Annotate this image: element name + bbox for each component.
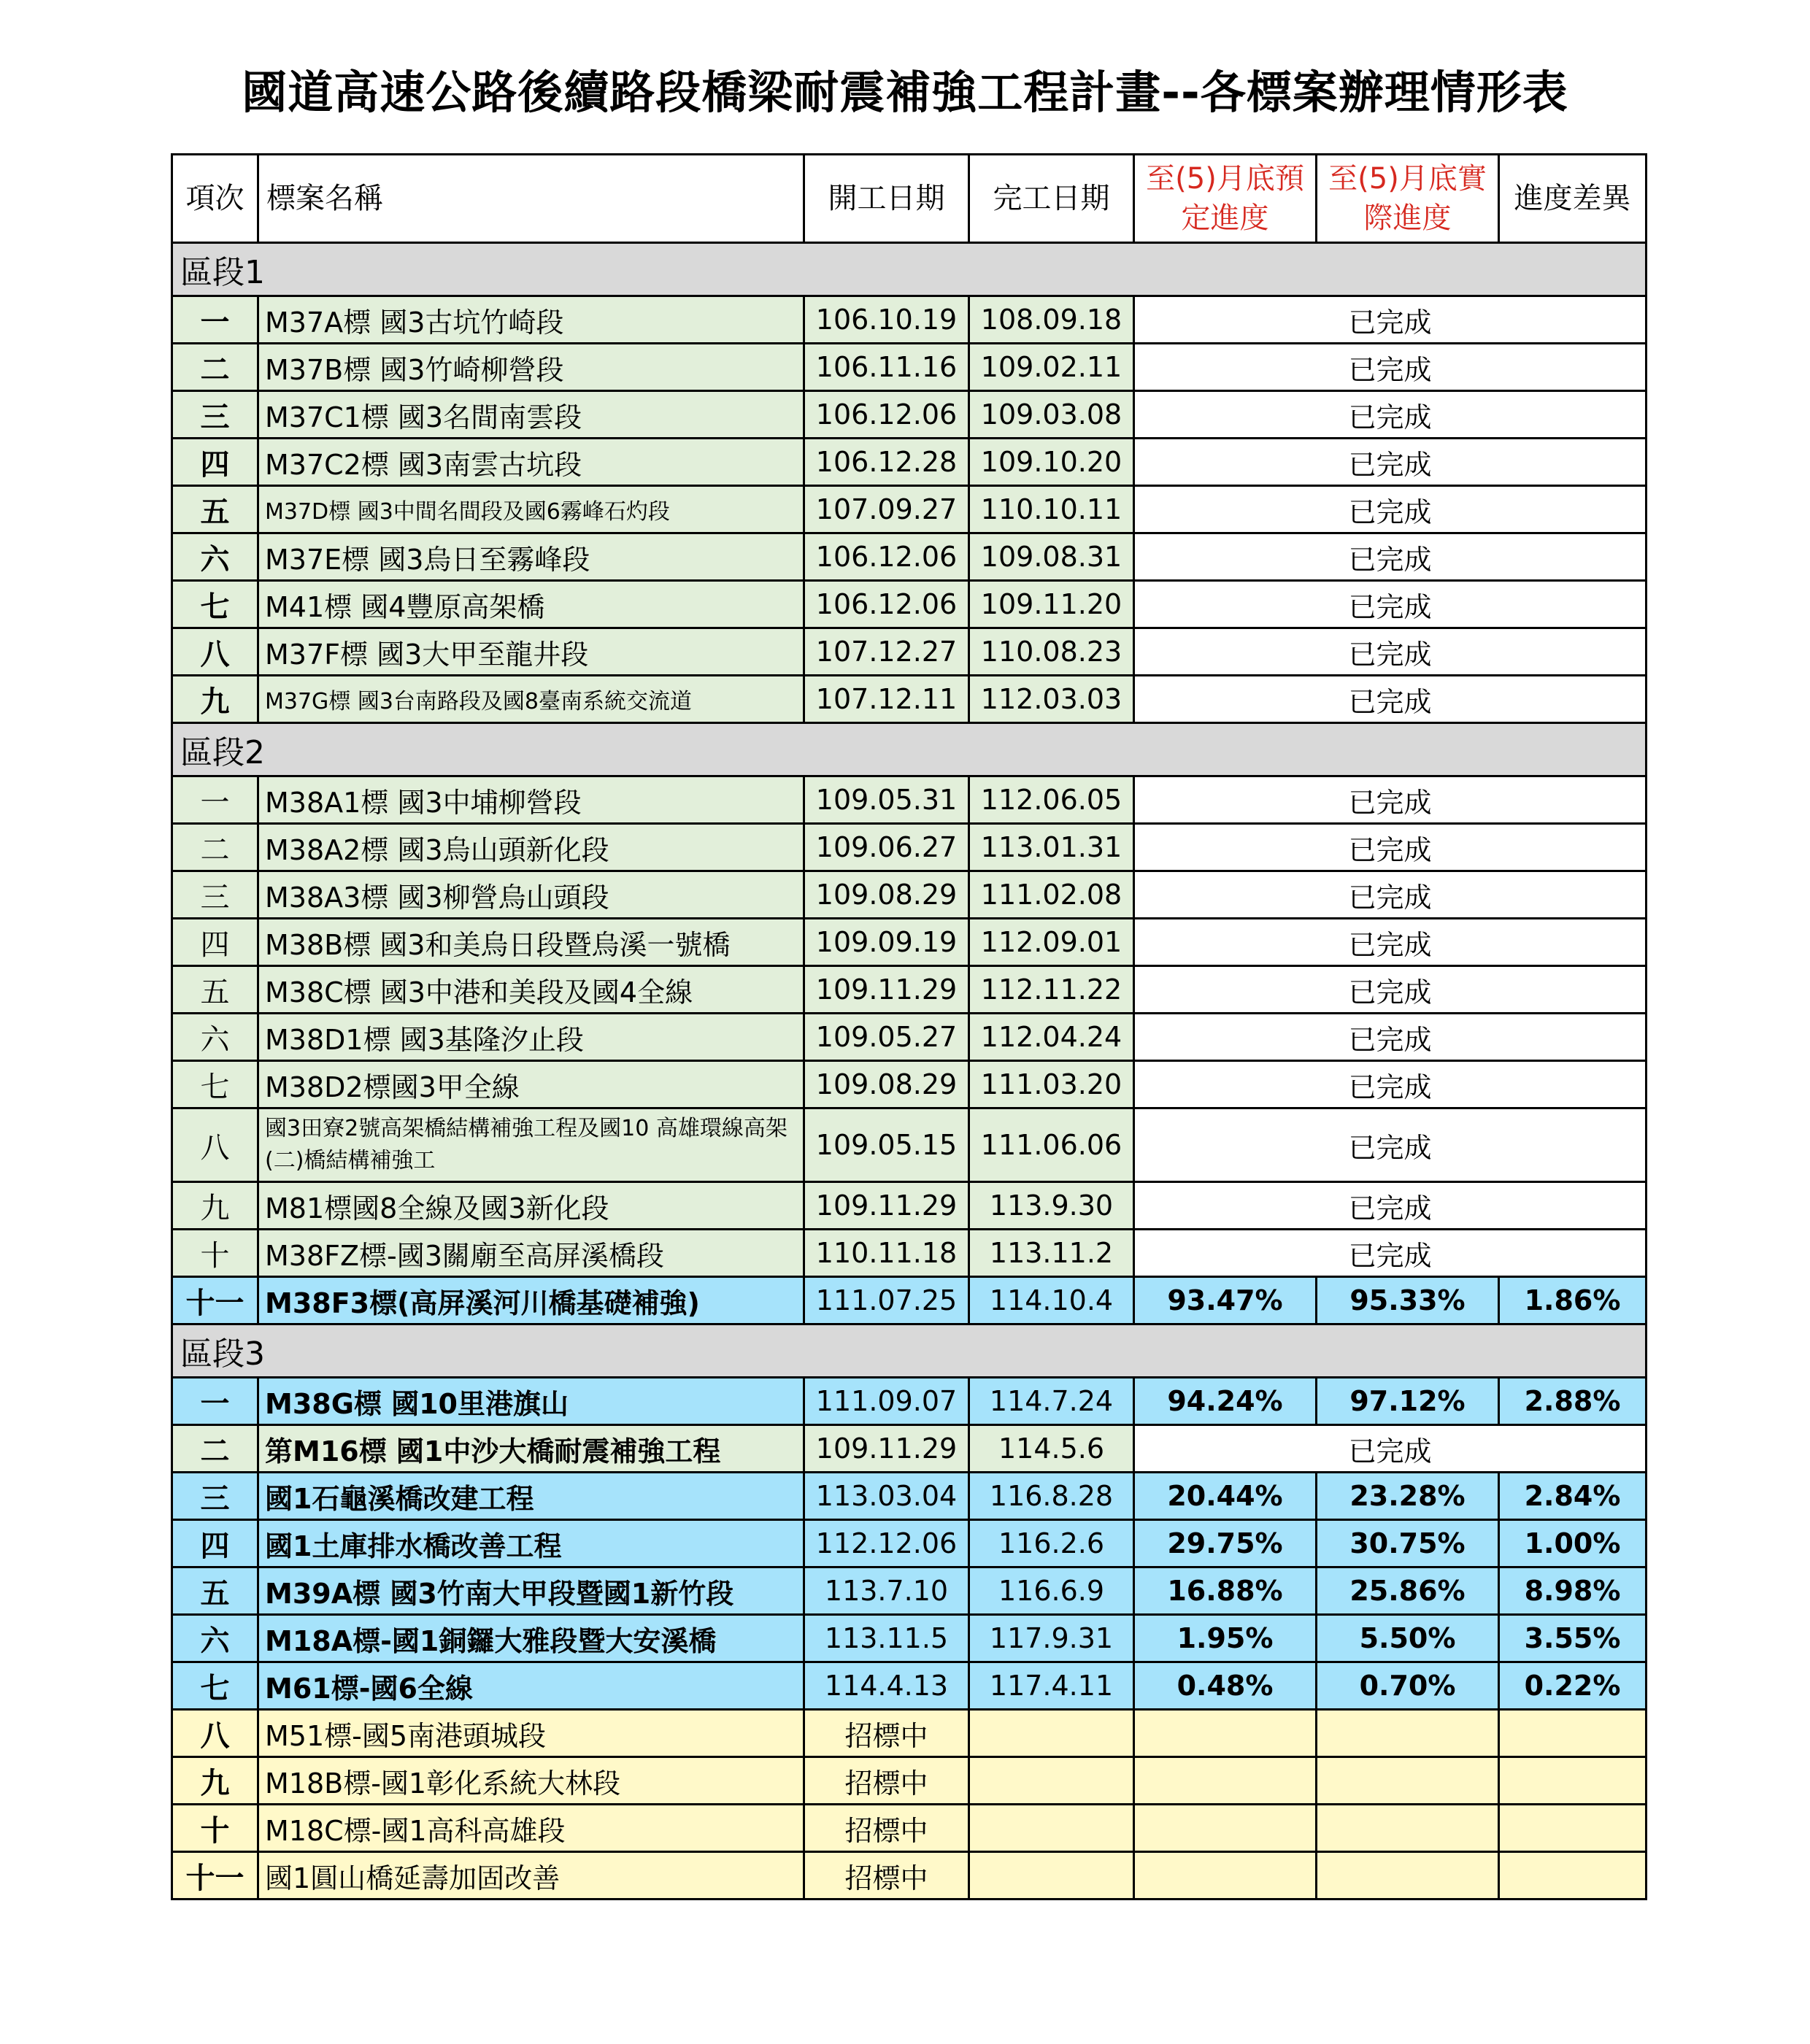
tender-name: 國3田寮2號高架橋結構補強工程及國10 高雄環線高架(二)橋結構補強工: [258, 1108, 804, 1182]
end-date: [969, 1710, 1134, 1757]
start-date: 109.05.31: [804, 776, 969, 824]
table-row: [172, 871, 1647, 919]
item-number: 八: [172, 628, 258, 676]
tender-status-table: [171, 153, 1647, 1900]
end-date: [969, 1757, 1134, 1805]
table-row: [172, 439, 1647, 486]
start-date: 107.12.27: [804, 628, 969, 676]
completed-status: 已完成: [1134, 296, 1647, 344]
col-header-end: 完工日期: [969, 155, 1134, 243]
table-row: [172, 1710, 1647, 1757]
completed-status: 已完成: [1134, 824, 1647, 871]
start-date: 113.03.04: [804, 1473, 969, 1520]
tender-name: 國1石龜溪橋改建工程: [258, 1473, 804, 1520]
tender-name: M38A1標 國3中埔柳營段: [258, 776, 804, 824]
tender-name: M18B標-國1彰化系統大林段: [258, 1757, 804, 1805]
progress-diff: 8.98%: [1499, 1567, 1647, 1615]
end-date: 112.03.03: [969, 676, 1134, 723]
col-header-actual: 至(5)月底實際進度: [1317, 155, 1499, 243]
table-row: [172, 676, 1647, 723]
table-row: [172, 1014, 1647, 1061]
item-number: 九: [172, 1182, 258, 1230]
item-number: 一: [172, 296, 258, 344]
tender-name: M38G標 國10里港旗山: [258, 1378, 804, 1425]
progress-diff: 3.55%: [1499, 1615, 1647, 1662]
tender-name: M38F3標(高屏溪河川橋基礎補強): [258, 1277, 804, 1324]
section-label: 區段3: [172, 1324, 1647, 1378]
tender-name: M39A標 國3竹南大甲段暨國1新竹段: [258, 1567, 804, 1615]
item-number: 一: [172, 1378, 258, 1425]
tender-name: 第M16標 國1中沙大橋耐震補強工程: [258, 1425, 804, 1473]
table-row: [172, 533, 1647, 581]
table-row: [172, 1852, 1647, 1900]
table-row: [172, 344, 1647, 391]
item-number: 六: [172, 1615, 258, 1662]
completed-status: 已完成: [1134, 344, 1647, 391]
completed-status: 已完成: [1134, 581, 1647, 628]
table-row: [172, 824, 1647, 871]
start-date: 110.11.18: [804, 1230, 969, 1277]
start-date: 106.12.06: [804, 533, 969, 581]
planned-progress: 94.24%: [1134, 1378, 1317, 1425]
tender-name: M38C標 國3中港和美段及國4全線: [258, 966, 804, 1014]
start-date: 109.05.27: [804, 1014, 969, 1061]
tender-name: M38A3標 國3柳營烏山頭段: [258, 871, 804, 919]
completed-status: 已完成: [1134, 919, 1647, 966]
start-date: 109.05.15: [804, 1108, 969, 1182]
table-row: [172, 1061, 1647, 1108]
actual-progress: 97.12%: [1317, 1378, 1499, 1425]
completed-status: 已完成: [1134, 1182, 1647, 1230]
end-date: 113.9.30: [969, 1182, 1134, 1230]
completed-status: 已完成: [1134, 1230, 1647, 1277]
table-row: [172, 1615, 1647, 1662]
section-label: 區段1: [172, 243, 1647, 296]
start-date: 106.11.16: [804, 344, 969, 391]
tender-name: 國1圓山橋延壽加固改善: [258, 1852, 804, 1900]
table-row: [172, 1230, 1647, 1277]
tender-name: M41標 國4豐原高架橋: [258, 581, 804, 628]
item-number: 四: [172, 439, 258, 486]
tender-name: M37A標 國3古坑竹崎段: [258, 296, 804, 344]
section-row: [172, 723, 1647, 776]
item-number: 三: [172, 871, 258, 919]
item-number: 五: [172, 966, 258, 1014]
table-row: [172, 1662, 1647, 1710]
item-number: 九: [172, 676, 258, 723]
item-number: 十一: [172, 1277, 258, 1324]
completed-status: 已完成: [1134, 1108, 1647, 1182]
item-number: 八: [172, 1108, 258, 1182]
completed-status: 已完成: [1134, 439, 1647, 486]
end-date: 112.11.22: [969, 966, 1134, 1014]
progress-diff: 1.86%: [1499, 1277, 1647, 1324]
table-row: [172, 1378, 1647, 1425]
completed-status: 已完成: [1134, 486, 1647, 533]
end-date: 114.10.4: [969, 1277, 1134, 1324]
planned-progress: [1134, 1852, 1317, 1900]
end-date: 111.06.06: [969, 1108, 1134, 1182]
completed-status: 已完成: [1134, 776, 1647, 824]
section-label: 區段2: [172, 723, 1647, 776]
col-header-no: 項次: [172, 155, 258, 243]
end-date: 116.8.28: [969, 1473, 1134, 1520]
start-date: 106.10.19: [804, 296, 969, 344]
end-date: 109.11.20: [969, 581, 1134, 628]
item-number: 十: [172, 1805, 258, 1852]
end-date: 113.01.31: [969, 824, 1134, 871]
progress-diff: [1499, 1852, 1647, 1900]
completed-status: 已完成: [1134, 966, 1647, 1014]
tender-name: M37F標 國3大甲至龍井段: [258, 628, 804, 676]
start-date: 109.06.27: [804, 824, 969, 871]
section-row: [172, 243, 1647, 296]
item-number: 三: [172, 391, 258, 439]
item-number: 五: [172, 1567, 258, 1615]
start-date: 109.08.29: [804, 1061, 969, 1108]
table-row: [172, 486, 1647, 533]
planned-progress: [1134, 1757, 1317, 1805]
item-number: 七: [172, 1662, 258, 1710]
tender-name: M38D2標國3甲全線: [258, 1061, 804, 1108]
end-date: 109.08.31: [969, 533, 1134, 581]
table-row: [172, 1473, 1647, 1520]
completed-status: 已完成: [1134, 391, 1647, 439]
actual-progress: 5.50%: [1317, 1615, 1499, 1662]
item-number: 七: [172, 1061, 258, 1108]
end-date: [969, 1852, 1134, 1900]
end-date: 112.06.05: [969, 776, 1134, 824]
table-row: [172, 1277, 1647, 1324]
end-date: 109.10.20: [969, 439, 1134, 486]
planned-progress: 20.44%: [1134, 1473, 1317, 1520]
end-date: 116.6.9: [969, 1567, 1134, 1615]
start-date: 111.09.07: [804, 1378, 969, 1425]
start-date: 114.4.13: [804, 1662, 969, 1710]
table-row: [172, 776, 1647, 824]
planned-progress: [1134, 1805, 1317, 1852]
planned-progress: [1134, 1710, 1317, 1757]
col-header-diff: 進度差異: [1499, 155, 1647, 243]
tender-name: M18C標-國1高科高雄段: [258, 1805, 804, 1852]
end-date: 114.7.24: [969, 1378, 1134, 1425]
end-date: 111.02.08: [969, 871, 1134, 919]
end-date: 113.11.2: [969, 1230, 1134, 1277]
table-row: [172, 1182, 1647, 1230]
table-row: [172, 1805, 1647, 1852]
tender-name: M37B標 國3竹崎柳營段: [258, 344, 804, 391]
end-date: 116.2.6: [969, 1520, 1134, 1567]
table-row: [172, 628, 1647, 676]
end-date: 109.02.11: [969, 344, 1134, 391]
item-number: 八: [172, 1710, 258, 1757]
table-row: [172, 391, 1647, 439]
planned-progress: 93.47%: [1134, 1277, 1317, 1324]
completed-status: 已完成: [1134, 871, 1647, 919]
tender-name: M38D1標 國3基隆汐止段: [258, 1014, 804, 1061]
tender-name: M61標-國6全線: [258, 1662, 804, 1710]
tender-name: M37G標 國3台南路段及國8臺南系統交流道: [258, 676, 804, 723]
progress-diff: [1499, 1805, 1647, 1852]
tender-name: M38B標 國3和美烏日段暨烏溪一號橋: [258, 919, 804, 966]
item-number: 二: [172, 1425, 258, 1473]
start-date: 109.11.29: [804, 966, 969, 1014]
tender-name: M81標國8全線及國3新化段: [258, 1182, 804, 1230]
actual-progress: 0.70%: [1317, 1662, 1499, 1710]
start-date: 109.11.29: [804, 1425, 969, 1473]
start-date: 107.09.27: [804, 486, 969, 533]
item-number: 四: [172, 1520, 258, 1567]
start-date: 107.12.11: [804, 676, 969, 723]
tender-name: M51標-國5南港頭城段: [258, 1710, 804, 1757]
tender-name: M37E標 國3烏日至霧峰段: [258, 533, 804, 581]
start-date: 招標中: [804, 1805, 969, 1852]
col-header-start: 開工日期: [804, 155, 969, 243]
completed-status: 已完成: [1134, 628, 1647, 676]
table-row: [172, 1520, 1647, 1567]
col-header-name: 標案名稱: [258, 155, 804, 243]
table-row: [172, 966, 1647, 1014]
end-date: 111.03.20: [969, 1061, 1134, 1108]
tender-name: M37C2標 國3南雲古坑段: [258, 439, 804, 486]
tender-name: M38A2標 國3烏山頭新化段: [258, 824, 804, 871]
item-number: 五: [172, 486, 258, 533]
item-number: 六: [172, 1014, 258, 1061]
completed-status: 已完成: [1134, 1061, 1647, 1108]
progress-diff: [1499, 1757, 1647, 1805]
start-date: 招標中: [804, 1710, 969, 1757]
actual-progress: [1317, 1805, 1499, 1852]
table-row: [172, 919, 1647, 966]
item-number: 二: [172, 344, 258, 391]
section-row: [172, 1324, 1647, 1378]
start-date: 招標中: [804, 1757, 969, 1805]
end-date: [969, 1805, 1134, 1852]
header-row: [172, 155, 1647, 243]
end-date: 112.09.01: [969, 919, 1134, 966]
item-number: 一: [172, 776, 258, 824]
actual-progress: 23.28%: [1317, 1473, 1499, 1520]
planned-progress: 16.88%: [1134, 1567, 1317, 1615]
actual-progress: 30.75%: [1317, 1520, 1499, 1567]
end-date: 110.10.11: [969, 486, 1134, 533]
start-date: 106.12.28: [804, 439, 969, 486]
item-number: 九: [172, 1757, 258, 1805]
actual-progress: 25.86%: [1317, 1567, 1499, 1615]
item-number: 三: [172, 1473, 258, 1520]
end-date: 109.03.08: [969, 391, 1134, 439]
start-date: 112.12.06: [804, 1520, 969, 1567]
page-title: 國道高速公路後續路段橋梁耐震補強工程計畫--各標案辦理情形表: [242, 66, 1568, 119]
progress-diff: 1.00%: [1499, 1520, 1647, 1567]
start-date: 106.12.06: [804, 391, 969, 439]
planned-progress: 29.75%: [1134, 1520, 1317, 1567]
actual-progress: [1317, 1710, 1499, 1757]
progress-diff: 2.88%: [1499, 1378, 1647, 1425]
start-date: 招標中: [804, 1852, 969, 1900]
end-date: 117.4.11: [969, 1662, 1134, 1710]
table-row: [172, 1425, 1647, 1473]
progress-diff: 0.22%: [1499, 1662, 1647, 1710]
completed-status: 已完成: [1134, 533, 1647, 581]
progress-diff: [1499, 1710, 1647, 1757]
planned-progress: 0.48%: [1134, 1662, 1317, 1710]
actual-progress: 95.33%: [1317, 1277, 1499, 1324]
tender-name: M37D標 國3中間名間段及國6霧峰石灼段: [258, 486, 804, 533]
table-row: [172, 581, 1647, 628]
item-number: 十: [172, 1230, 258, 1277]
start-date: 109.09.19: [804, 919, 969, 966]
start-date: 113.7.10: [804, 1567, 969, 1615]
completed-status: 已完成: [1134, 1014, 1647, 1061]
tender-name: M38FZ標-國3關廟至高屏溪橋段: [258, 1230, 804, 1277]
table-row: [172, 1108, 1647, 1182]
tender-name: M18A標-國1銅鑼大雅段暨大安溪橋: [258, 1615, 804, 1662]
start-date: 113.11.5: [804, 1615, 969, 1662]
completed-status: 已完成: [1134, 1425, 1647, 1473]
actual-progress: [1317, 1757, 1499, 1805]
tender-name: M37C1標 國3名間南雲段: [258, 391, 804, 439]
tender-name: 國1土庫排水橋改善工程: [258, 1520, 804, 1567]
end-date: 114.5.6: [969, 1425, 1134, 1473]
item-number: 四: [172, 919, 258, 966]
start-date: 111.07.25: [804, 1277, 969, 1324]
end-date: 117.9.31: [969, 1615, 1134, 1662]
actual-progress: [1317, 1852, 1499, 1900]
planned-progress: 1.95%: [1134, 1615, 1317, 1662]
completed-status: 已完成: [1134, 676, 1647, 723]
end-date: 110.08.23: [969, 628, 1134, 676]
start-date: 109.11.29: [804, 1182, 969, 1230]
item-number: 七: [172, 581, 258, 628]
end-date: 108.09.18: [969, 296, 1134, 344]
table-row: [172, 1567, 1647, 1615]
col-header-planned: 至(5)月底預定進度: [1134, 155, 1317, 243]
item-number: 十一: [172, 1852, 258, 1900]
end-date: 112.04.24: [969, 1014, 1134, 1061]
item-number: 六: [172, 533, 258, 581]
table-row: [172, 296, 1647, 344]
progress-diff: 2.84%: [1499, 1473, 1647, 1520]
start-date: 106.12.06: [804, 581, 969, 628]
start-date: 109.08.29: [804, 871, 969, 919]
item-number: 二: [172, 824, 258, 871]
table-row: [172, 1757, 1647, 1805]
